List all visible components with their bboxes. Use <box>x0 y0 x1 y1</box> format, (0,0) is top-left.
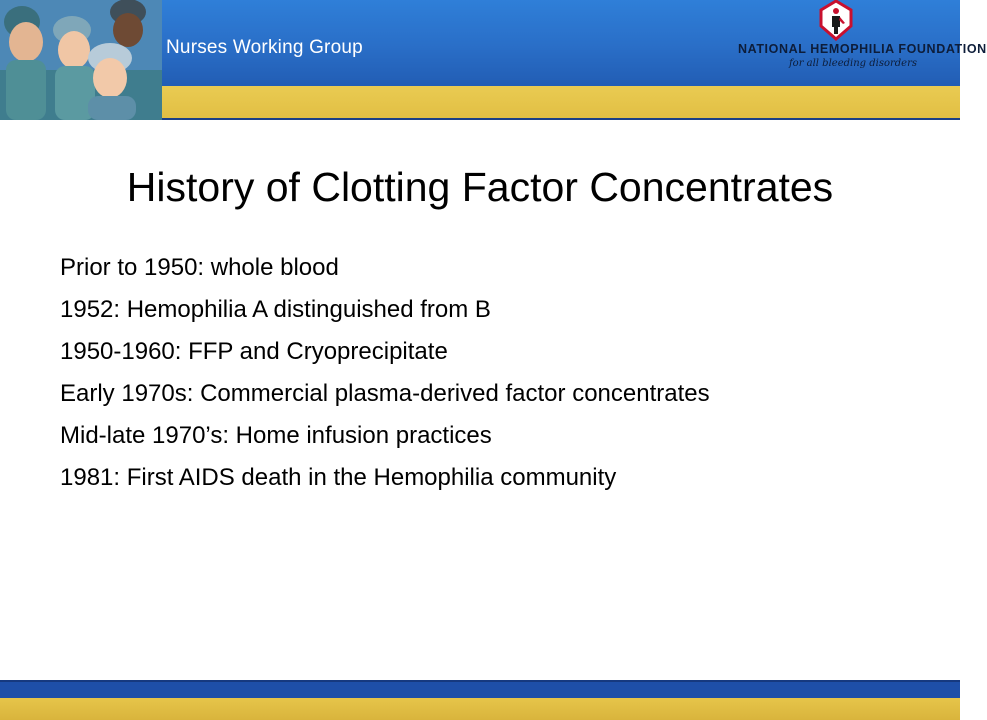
list-item: Early 1970s: Commercial plasma-derived factor concentrates <box>60 380 710 407</box>
nurses-photo-illustration <box>0 0 162 120</box>
group-title: Nurses Working Group <box>166 37 363 58</box>
slide-title: History of Clotting Factor Concentrates <box>126 164 834 210</box>
organization-name: NATIONAL HEMOPHILIA FOUNDATION <box>738 42 987 56</box>
footer-blue-band <box>0 680 960 700</box>
list-item: 1952: Hemophilia A distinguished from B <box>60 296 491 323</box>
list-item: Prior to 1950: whole blood <box>60 254 339 281</box>
list-item: Mid-late 1970’s: Home infusion practices <box>60 422 492 449</box>
history-list <box>60 252 920 504</box>
list-item: 1981: First AIDS death in the Hemophilia community <box>60 464 617 491</box>
footer-gold-band <box>0 698 960 720</box>
nurses-photo <box>0 0 162 120</box>
list-item: 1950-1960: FFP and Cryoprecipitate <box>60 338 448 365</box>
nhf-badge-icon <box>818 0 854 40</box>
nhf-logo <box>738 0 987 82</box>
organization-tagline: for all bleeding disorders <box>788 58 918 69</box>
